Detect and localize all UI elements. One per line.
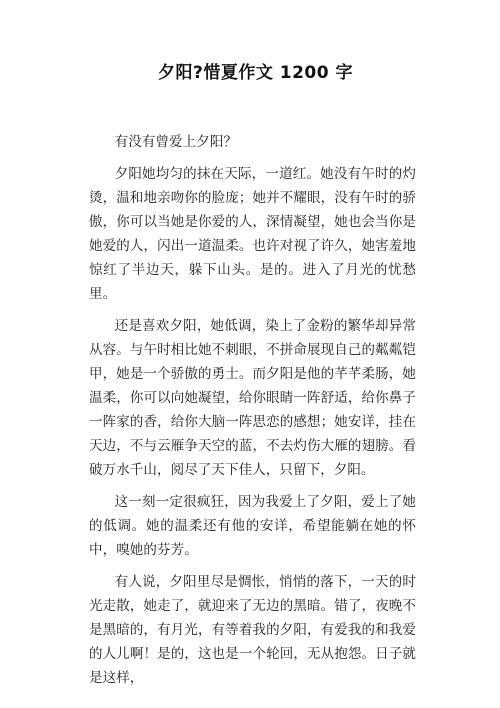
paragraph: 还是喜欢夕阳，她低调，染上了金粉的繁华却异常从容。与午时相比她不刺眼，不拼命展现自己的粼粼铠甲，她是一个骄傲的勇士。而夕阳是他的芊芊柔肠，她温柔，你可以向她凝望，给你眼睛一阵舒适，给你鼻子一阵家的香，给你大脑一阵思恋的感想；她安详，挂在天边，不与云雁争天空的蓝，不去灼伤大雁的翅膀。看破万水千山，阅尽了天下佳人，只留下，夕阳。: [89, 318, 416, 478]
paragraph: 有没有曾爱上夕阳？: [114, 134, 238, 150]
document-title: 夕阳?惜夏作文 1200 字: [157, 63, 353, 83]
paragraph: 夕阳她均匀的抹在天际，一道红。她没有午时的灼烫，温和地亲吻你的脸庞；她并不耀眼，没有午时的骄傲，你可以当她是你爱的人，深情凝望，她也会当你是她爱的人，闪出一道温柔。也许对视了许久，她害羞地惊红了半边天，躲下山头。是的。进入了月光的忧愁里。: [89, 166, 416, 302]
document-body: [89, 130, 416, 690]
paragraph: 这一刻一定很疯狂，因为我爱上了夕阳，爱上了她的低调。她的温柔还有他的安详，希望能躺在她的怀中，嗅她的芬芳。: [89, 494, 416, 558]
paragraph: 有人说，夕阳里尽是惆怅，悄悄的落下，一天的时光走散，她走了，就迎来了无边的黑暗。错了，夜晚不是黑暗的，有月光，有等着我的夕阳，有爱我的和我爱的人儿啊！是的，这也是一个轮回，无从抱怨。日子就是这样，: [89, 574, 416, 686]
